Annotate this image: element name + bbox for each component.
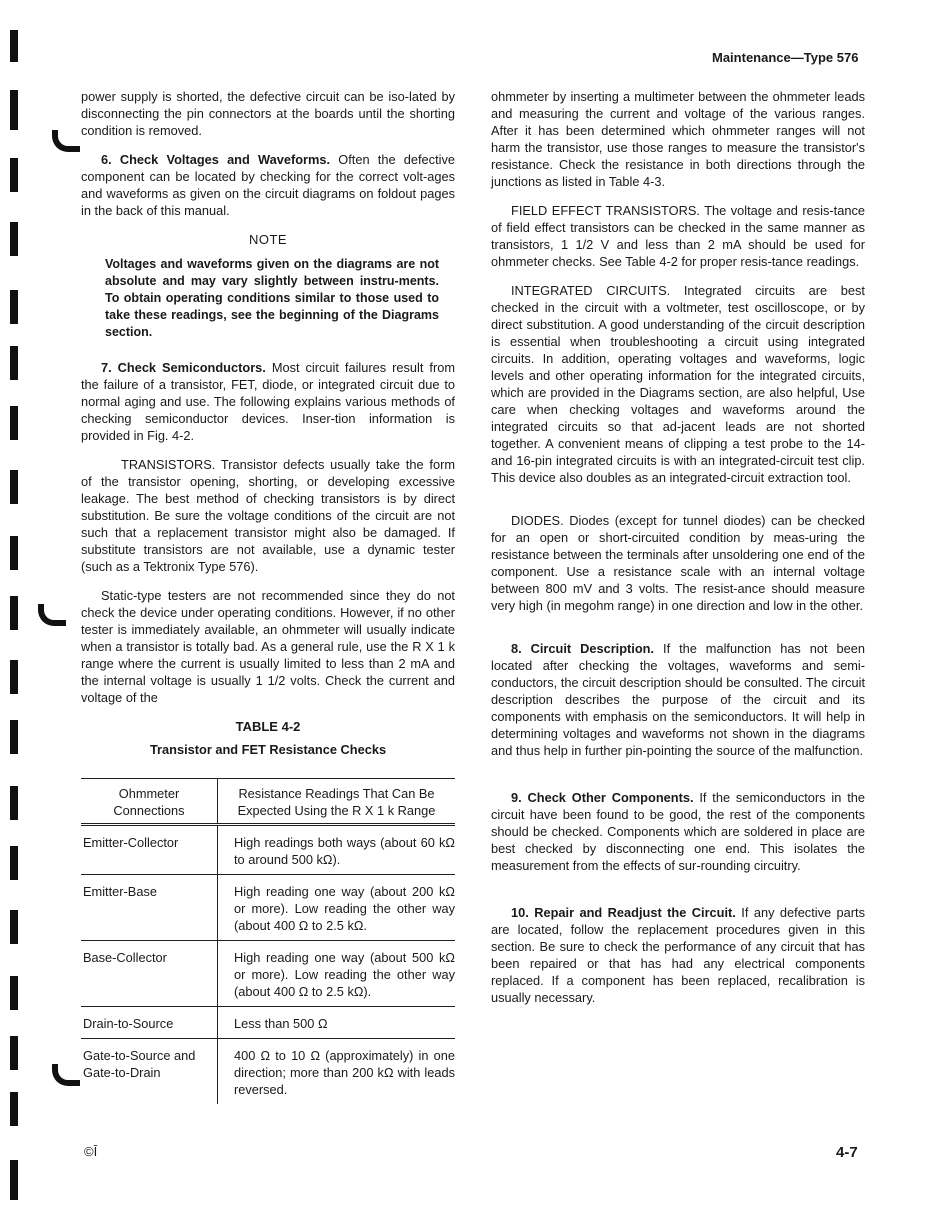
table-cell-connection: Base-Collector (81, 941, 218, 1007)
ohmmeter-paragraph: ohmmeter by inserting a multimeter between the ohmmeter leads and measuring the current and voltage of the various ranges. After it has been determined which ohmmeter ranges will not harm the transistor, use those ranges to measure the transistor's resistance. Check the resistance in both directions through the junctions as listed in Table 4-3. (491, 89, 865, 189)
step-6-heading: 6. Check Voltages and Waveforms. (101, 152, 331, 167)
step-7-paragraph (81, 359, 455, 444)
binding-mark (10, 30, 18, 62)
table-cell-reading: 400 Ω to 10 Ω (approximately) in one direction; more than 200 kΩ with leads reversed. (234, 1048, 455, 1097)
binding-mark (10, 158, 18, 192)
step-8-text: If the malfunction has not been located after checking the voltages, waveforms and semi-conductors, the circuit description should be consulted. The circuit description describes the purpose of the circuit and its components with emphasis on the semiconductors. It will help in determining voltages and waveforms not shown in the diagrams and thus help in further pin-pointing the source of the malfunction. (491, 641, 865, 758)
step-9-heading: 9. Check Other Components. (511, 790, 694, 805)
table-cell-connection: Emitter-Collector (81, 825, 218, 875)
binding-hook-mark (38, 604, 66, 626)
diodes-paragraph: DIODES. Diodes (except for tunnel diodes) can be checked for an open or short-circuited condition by meas-uring the resistance between the terminals after unsoldering one end of the component. Use a resistance scale with an internal voltage between 800 mV and 3 volts. The resist-ance should measure very high (in megohm range) in one direction and low in the other. (491, 513, 865, 613)
binding-mark (10, 846, 18, 880)
table-cell-reading: Less than 500 Ω (234, 1016, 328, 1031)
binding-mark (10, 1160, 18, 1200)
binding-hook-mark (52, 130, 80, 152)
integrated-circuits-paragraph: INTEGRATED CIRCUITS. Integrated circuits are best checked in the circuit with a voltmeter, test oscilloscope, or by direct substitution. A good understanding of the circuit description is essential when troubleshooting a circuit using integrated circuits. In addition, operating voltages and waveforms, logic levels and other operating information for the integrated circuits, which are provided in the Diagrams section, are also helpful, Use care when checking voltages and waveforms around the integrated circuits so that ad-jacent leads are not shorted together. A convenient means of clipping a test probe to the 14- and 16-pin integrated circuits is with an integrated-circuit test clip. This device also doubles as an integrated-circuit extraction tool. (491, 283, 865, 485)
table-header-readings: Resistance Readings That Can Be Expected Using the R X 1 k Range (237, 786, 436, 818)
table-header-connections: Ohmmeter Connections (81, 779, 218, 825)
table-header-row (81, 779, 455, 825)
table-cell-reading: High readings both ways (about 60 kΩ to around 500 kΩ). (234, 835, 455, 867)
page-header: Maintenance—Type 576 (712, 50, 859, 65)
step-9-text: If the semiconductors in the circuit have been found to be good, the rest of the components should be checked. Components which are soldered in place are best checked by disconnecting one end. This isolates the measurement from the effects of sur-rounding circuitry. (491, 790, 865, 873)
table-cell-connection: Emitter-Base (81, 875, 218, 941)
table-row (81, 1039, 455, 1105)
table-row (81, 941, 455, 1007)
table-row (81, 875, 455, 941)
footer-mark: ©Ī (84, 1144, 98, 1159)
binding-mark (10, 786, 18, 820)
binding-mark (10, 536, 18, 570)
step-7-heading: 7. Check Semiconductors. (101, 360, 266, 375)
table-cell-connection: Drain-to-Source (81, 1007, 218, 1039)
step-7-text: Most circuit failures result from the failure of a transistor, FET, diode, or integrated circuit due to normal aging and use. The following explains various methods of checking semiconductor devices. Inser-tion information is provided in Fig. 4-2. (81, 360, 455, 443)
note-title: NOTE (248, 232, 288, 247)
binding-mark (10, 720, 18, 754)
table-row (81, 825, 455, 875)
step-9-paragraph (491, 789, 865, 874)
table-cell-connection: Gate-to-Source and Gate-to-Drain (81, 1039, 218, 1105)
binding-mark (10, 910, 18, 944)
page-number: 4-7 (836, 1144, 858, 1161)
binding-mark (10, 1092, 18, 1126)
binding-mark (10, 290, 18, 324)
fet-paragraph: FIELD EFFECT TRANSISTORS. The voltage and resis-tance of field effect transistors can be checked in the same manner as transistors, 1 1/2 V and less than 2 mA should be used for ohmmeter checks. See Table 4-2 for proper resis-tance readings. (491, 203, 865, 269)
table-row (81, 1007, 455, 1039)
binding-hook-mark (52, 1064, 80, 1086)
resistance-table (81, 778, 455, 1104)
binding-mark (10, 596, 18, 630)
table-cell-reading: High reading one way (about 500 kΩ or more). Low reading the other way (about 400 Ω to 2.5 kΩ). (234, 950, 455, 999)
step-10-paragraph (491, 904, 865, 1006)
binding-mark (10, 976, 18, 1010)
binding-mark (10, 470, 18, 504)
binding-mark (10, 1036, 18, 1070)
table-caption: TABLE 4-2 (235, 719, 301, 734)
step-8-paragraph (491, 640, 865, 759)
table-subtitle: Transistor and FET Resistance Checks (149, 742, 387, 757)
binding-mark (10, 346, 18, 380)
step-10-heading: 10. Repair and Readjust the Circuit. (511, 905, 736, 920)
table-cell-reading: High reading one way (about 200 kΩ or more). Low reading the other way (about 400 Ω to 2.5 kΩ. (234, 884, 455, 933)
step-8-heading: 8. Circuit Description. (511, 641, 655, 656)
binding-mark (10, 222, 18, 256)
static-testers-paragraph: Static-type testers are not recommended since they do not check the device under operating conditions. However, if no other tester is immediately available, an ohmmeter will usually indicate when a transistor is totally bad. As a general rule, use the R X 1 k range where the current is usually limited to less than 2 mA and the internal voltage is usually 1 1/2 volts. Check the current and voltage of the (81, 588, 455, 705)
binding-mark (10, 90, 18, 130)
right-column (491, 88, 865, 1018)
note-body: Voltages and waveforms given on the diagrams are not absolute and may vary slightly between instru-ments. To obtain operating conditions similar to those used to take these readings, see the beginning of the Diagrams section. (105, 257, 439, 339)
step-6-paragraph (81, 151, 455, 219)
intro-paragraph: power supply is shorted, the defective circuit can be iso-lated by disconnecting the pin connectors at the boards until the shorting condition is removed. (81, 89, 455, 138)
step-6-text: Often the defective component can be located by checking for the correct volt-ages and waveforms as given on the circuit diagrams on foldout pages in the back of this manual. (81, 152, 455, 218)
step-10-text: If any defective parts are located, follow the replacement procedures given in this section. Be sure to check the performance of any circuit that has been repaired or that has had any electrical components replaced. If a component has been replaced, recalibration is usually necessary. (491, 905, 865, 1005)
binding-mark (10, 660, 18, 694)
left-column (81, 88, 455, 1104)
transistors-paragraph: TRANSISTORS. Transistor defects usually take the form of the transistor opening, shorting, or developing excessive leakage. The best method of checking transistors is by direct substitution. Be sure the voltage conditions of the circuit are not such that a replacement transistor might also be damaged. If substitute transistors are not available, use a dynamic tester (such as a Tektronix Type 576). (81, 457, 455, 574)
binding-mark (10, 406, 18, 440)
